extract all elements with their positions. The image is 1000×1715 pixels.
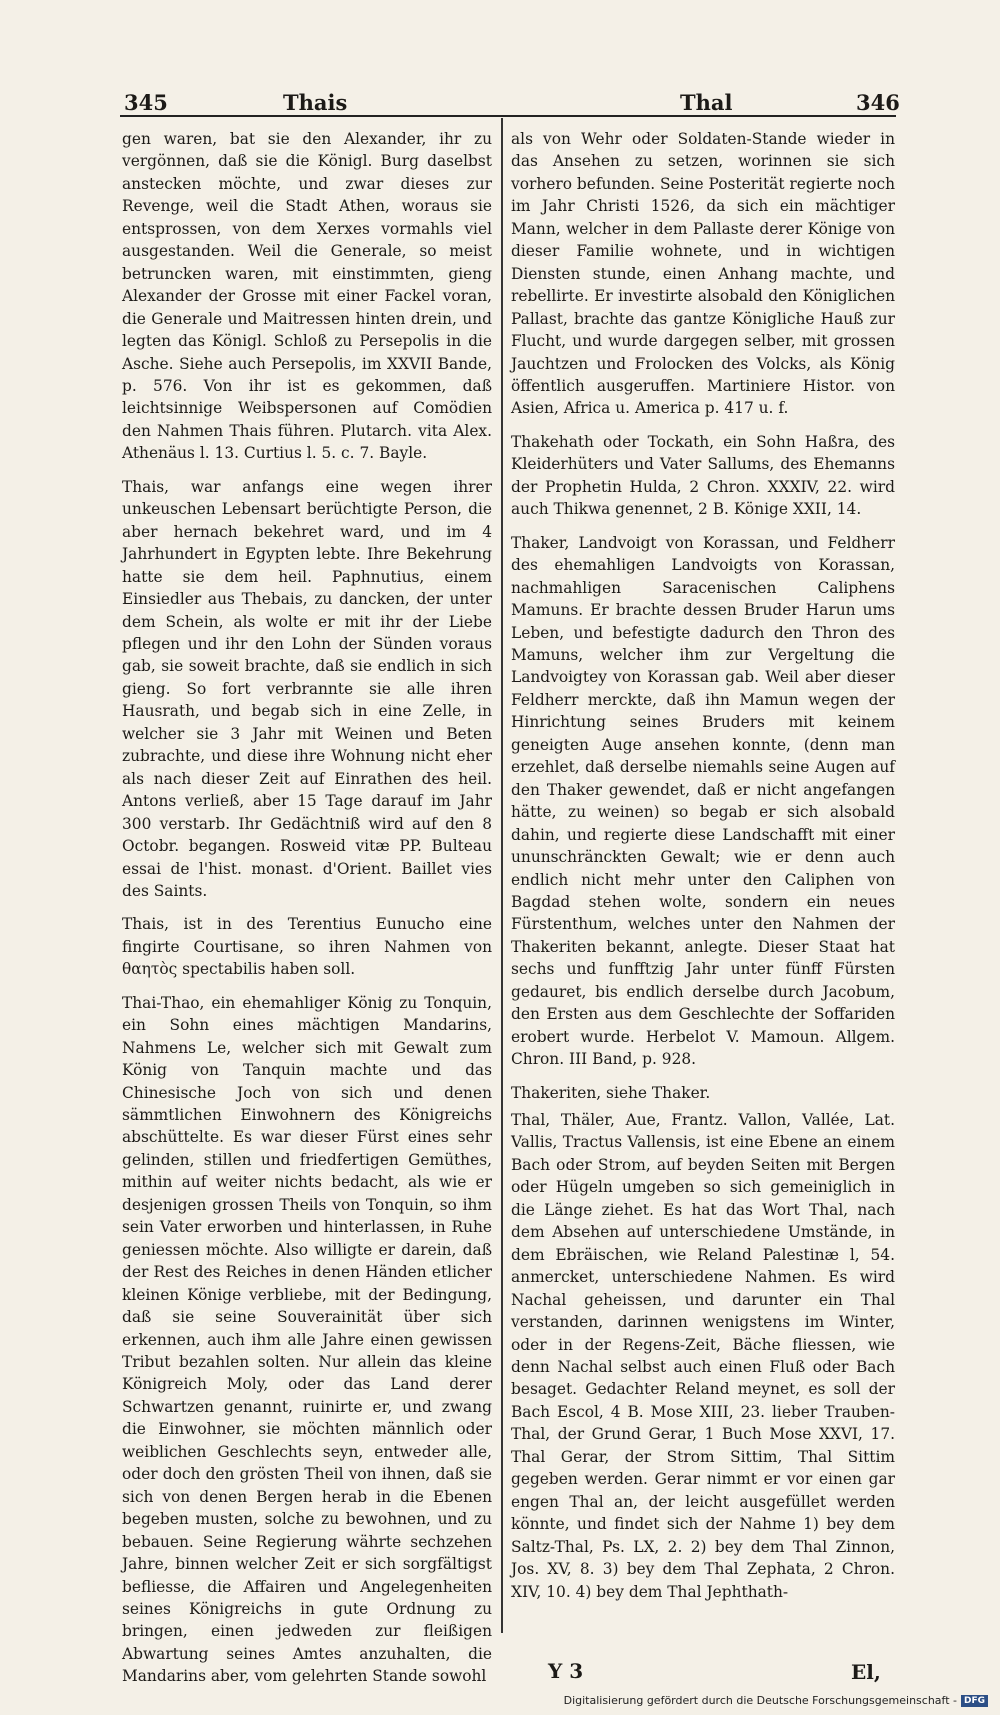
catchword: El, [851, 1660, 881, 1684]
entry-thaker: Thaker, Landvoigt von Korassan, und Feldherr des ehemahligen Landvoigts von Korassan, nachmahligen Saracenischen Caliphens Mamuns. Er brachte dessen Bruder Harun ums Leben, und befestigte dadurch den Thron des Mamuns, welcher ihm zur Vergeltung die Landvoigtey von Korassan gab. Weil aber dieser Feldherr merckte, daß ihn Mamun wegen der Hinrichtung seines Bruders mit keinem geneigten Auge ansehen konnte, (denn man erzehlet, daß derselbe niemahls seine Augen auf den Thaker gewendet, daß er nicht angefangen hätte, zu weinen) so begab er sich alsobald dahin, und regierte diese Landschafft mit einer ununschränckten Gewalt; wie er denn auch endlich nicht mehr unter den Caliphen von Bagdad stehen wolte, sondern ein neues Fürstenthum, welches unter den Nahmen der Thakeriten bekannt, anlegte. Dieser Staat hat sechs und funfftzig Jahr unter fünff Fürsten gedauret, bis endlich derselbe durch Jacobum, den Ersten aus dem Geschlechte der Soffariden erobert wurde. Herbelot V. Mamoun. Allgem. Chron. III Band, p. 928. [511, 533, 895, 1069]
page-number-left: 345 [124, 90, 168, 115]
credit-text: Digitalisierung gefördert durch die Deutsche Forschungsgemeinschaft - [563, 1694, 957, 1707]
entry-thakehath: Thakehath oder Tockath, ein Sohn Haßra, des Kleiderhüters und Vater Sallums, des Ehemanns der Prophetin Hulda, 2 Chron. XXXIV, 22. wird auch Thikwa genennet, 2 B. Könige XXII, 14. [511, 432, 895, 519]
digitization-credit [564, 1694, 988, 1707]
entry-thal: Thal, Thäler, Aue, Frantz. Vallon, Vallée, Lat. Vallis, Tractus Vallensis, ist eine Ebene an einem Bach oder Strom, auf beyden Seiten mit Bergen oder Hügeln umgeben so sich gemeiniglich in die Länge ziehet. Es hat das Wort Thal, nach dem Absehen auf unterschiedene Umstände, in dem Ebräischen, wie Reland Palestinæ l, 54. anmercket, unterschiedene Nahmen. Es wird Nachal geheissen, und darunter ein Thal verstanden, darinnen wenigstens im Winter, oder in der Regens-Zeit, Bäche fliessen, wie denn Nachal selbst auch einen Fluß oder Bach besaget. Gedachter Reland meynet, es soll der Bach Escol, 4 B. Mose XIII, 23. lieber Trauben-Thal, der Grund Gerar, 1 Buch Mose XXVI, 17. Thal Gerar, der Strom Sittim, Thal Sittim gegeben werden. Gerar nimmt er vor einen gar engen Thal an, der leicht ausgefüllet werden könnte, und findet sich der Nahme 1) bey dem Saltz-Thal, Ps. LX, 2. 2) bey dem Thal Zinnon, Jos. XV, 8. 3) bey dem Thal Zephata, 2 Chron. XIV, 10. 4) bey dem Thal Jephthath- [511, 1111, 895, 1601]
column-divider [501, 118, 503, 1633]
entry-thais-terentius: Thais, ist in des Terentius Eunucho eine fingirte Courtisane, so ihren Nahmen von θαητὸς spectabilis haben soll. [122, 915, 492, 979]
entry-thais-saint: Thais, war anfangs eine wegen ihrer unkeuschen Lebensart berüchtigte Person, die aber hernach bekehret ward, und im 4 Jahrhundert in Egypten lebte. Ihre Bekehrung hatte sie dem heil. Paphnutius, einem Einsiedler aus Thebais, zu dancken, der unter dem Schein, als wolte er mit ihr der Liebe pflegen und ihr den Lohn der Sünden voraus gab, sie soweit brachte, daß sie endlich in sich gieng. So fort verbrannte sie alle ihren Hausrath, und begab sich in eine Zelle, in welcher sie 3 Jahr mit Weinen und Beten zubrachte, und diese ihre Wohnung nicht eher als nach dieser Zeit auf Einrathen des heil. Antons verließ, aber 15 Tage darauf im Jahr 300 verstarb. Ihr Gedächtniß wird auf den 8 Octobr. begangen. Rosweid vitæ PP. Bulteau essai de l'hist. monast. d'Orient. Baillet vies des Saints. [122, 477, 492, 900]
running-head-right: Thal [680, 90, 733, 115]
running-head-left: Thais [283, 90, 348, 115]
entry-thais-continued: gen waren, bat sie den Alexander, ihr zu vergönnen, daß sie die Königl. Burg daselbst anstecken möchte, und zwar dieses zur Revenge, weil die Stadt Athen, woraus sie entsprossen, von dem Xerxes vormahls viel ausgestanden. Weil die Generale, so meist betruncken waren, mit einstimmten, gieng Alexander der Grosse mit einer Fackel voran, die Generale und Maitressen hinten drein, und legten das Königl. Schloß zu Persepolis in die Asche. Siehe auch Persepolis, im XXVII Bande, p. 576. Von ihr ist es gekommen, daß leichtsinnige Weibspersonen auf Comödien den Nahmen Thais führen. Plutarch. vita Alex. Athenäus l. 13. Curtius l. 5. c. 7. Bayle. [122, 130, 492, 463]
entry-thai-thao: Thai-Thao, ein ehemahliger König zu Tonquin, ein Sohn eines mächtigen Mandarins, Nahmens Le, welcher sich mit Gewalt zum König von Tanquin machte und das Chinesische Joch von sich und denen sämmtlichen Einwohnern des Königreichs abschüttelte. Es war dieser Fürst eines sehr gelinden, stillen und friedfertigen Gemüthes, mithin auf weiter nichts bedacht, als wie er desjenigen grossen Theils von Tonquin, so ihm sein Vater erworben und hinterlassen, in Ruhe geniessen möchte. Also willigte er darein, daß der Rest des Reiches in denen Händen etlicher kleinen Könige verbliebe, mit der Bedingung, daß sie seine Souverainität über sich erkennen, auch ihm alle Jahre einen gewissen Tribut bezahlen solten. Nur allein das kleine Königreich Moly, oder das Land derer Schwartzen genannt, ruinirte er, und zwang die Einwohner, sie möchten männlich oder weiblichen Geschlechts seyn, entweder alle, oder doch den grösten Theil von ihnen, daß sie sich von denen Bergen herab in die Ebenen begeben musten, solche zu bewohnen, und zu bebauen. Seine Regierung währte sechzehen Jahre, binnen welcher Zeit er sich sorgfältigst befliesse, die Affairen und Angelegenheiten seines Königreichs in gute Ordnung zu bringen, einen jedweden zur fleißigen Abwartung seines Amtes anzuhalten, die Mandarins aber, vom gelehrten Stande sowohl [122, 993, 492, 1686]
page-number-right: 346 [856, 90, 900, 115]
signature-mark: Y 3 [548, 1659, 584, 1683]
dfg-logo: DFG [961, 1695, 988, 1707]
right-column [511, 128, 895, 1614]
header-rule [120, 115, 896, 117]
left-column [122, 128, 492, 1699]
entry-thai-thao-continued: als von Wehr oder Soldaten-Stande wieder in das Ansehen zu setzen, worinnen sie sich vorhero befunden. Seine Posterität regierte noch im Jahr Christi 1526, da sich ein mächtiger Mann, welcher in dem Pallaste derer Könige von dieser Familie wohnete, und in wichtigen Diensten stunde, einen Anhang machte, und rebellirte. Er investirte alsobald den Königlichen Pallast, brachte das gantze Königliche Hauß zur Flucht, und wurde dargegen selber, mit grossen Jauchtzen und Frolocken des Volcks, als König öffentlich ausgeruffen. Martiniere Histor. von Asien, Africa u. America p. 417 u. f. [511, 130, 895, 418]
entry-thakeriten: Thakeriten, siehe Thaker. [511, 1083, 711, 1102]
